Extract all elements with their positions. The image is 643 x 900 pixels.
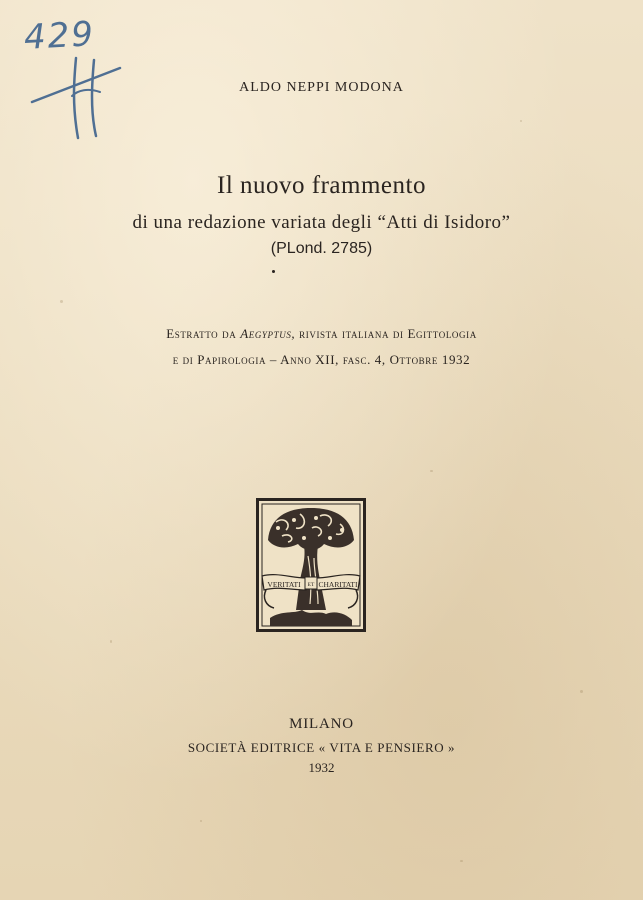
- paper-speck: [520, 120, 522, 122]
- publication-year: 1932: [308, 760, 335, 775]
- document-subtitle: di una redazione variata degli “Atti di Isidoro”: [132, 212, 511, 233]
- author-name: ALDO NEPPI MODONA: [239, 80, 404, 95]
- paper-speck: [460, 860, 463, 862]
- handwritten-number: 429: [23, 14, 96, 58]
- motto-right: CHARITATI: [318, 580, 358, 589]
- paper-speck: [580, 690, 583, 693]
- motto-left: VERITATI: [267, 580, 301, 589]
- document-title: Il nuovo frammento: [217, 172, 426, 199]
- ornament-dot: [272, 270, 275, 273]
- motto-middle: ET: [307, 582, 315, 588]
- tree-emblem-icon: [256, 498, 366, 632]
- paper-speck: [200, 820, 202, 822]
- paper-speck: [60, 300, 63, 303]
- papyrus-reference: (PLond. 2785): [270, 240, 373, 257]
- journal-name: Aegyptus,: [240, 326, 296, 341]
- publisher-name: SOCIETÀ EDITRICE « VITA E PENSIERO »: [187, 740, 456, 755]
- publisher-emblem: [256, 498, 366, 632]
- extract-prefix: Estratto da: [166, 326, 237, 341]
- extract-line-2: e di Papirologia – Anno XII, fasc. 4, Ottobre 1932: [172, 352, 471, 367]
- extract-line-1: [0, 326, 643, 342]
- paper-speck: [430, 470, 433, 472]
- extract-suffix: rivista italiana di Egittologia: [299, 326, 477, 341]
- publication-city: MILANO: [289, 716, 354, 732]
- paper-speck: [110, 640, 112, 643]
